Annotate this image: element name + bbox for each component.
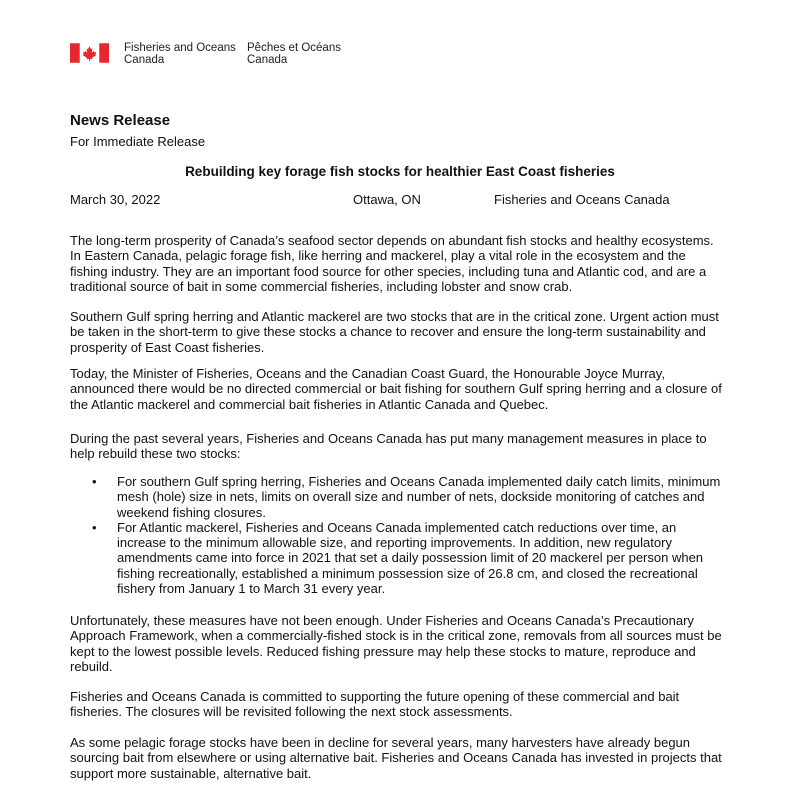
text-line: the Atlantic mackerel and commercial bait fisheries in Atlantic Canada and Quebec.	[70, 396, 549, 412]
list-item	[92, 520, 720, 596]
text-line: Today, the Minister of Fisheries, Oceans and the Canadian Coast Guard, the Honourable Joyce Murray,	[70, 366, 665, 381]
text-line: fishery from January 1 to March 31 every year.	[117, 581, 386, 597]
text-line: Approach Framework, when a commercially-fished stock is in the critical zone, removals from all sources must be	[70, 628, 722, 644]
text-line: mesh (hole) size in nets, limits on overall size and number of nets, dockside monitoring of catches and	[117, 489, 705, 505]
canada-flag-logo	[70, 43, 109, 63]
org-fr-line: Canada	[247, 54, 288, 66]
text-line: fishing recreationally, established a minimum possession size of 26.8 cm, and closed the recreational	[117, 565, 698, 581]
release-date: March 30, 2022	[70, 192, 161, 207]
text-line: increase to the minimum allowable size, and reporting improvements. In addition, new regulatory	[117, 535, 672, 551]
text-line: announced there would be no directed commercial or bait fishing for southern Gulf spring herring and a closure of	[70, 381, 722, 397]
text-line: be taken in the short-term to give these stocks a chance to recover and ensure the long-term sustainability and	[70, 324, 706, 340]
text-line: sourcing bait from elsewhere or using alternative bait. Fisheries and Oceans Canada has invested in projects that	[70, 750, 722, 766]
text-line: In Eastern Canada, pelagic forage fish, like herring and mackerel, play a vital role in the ecosystem and the	[70, 248, 686, 264]
text-line: Unfortunately, these measures have not been enough. Under Fisheries and Oceans Canada’s Precautionary	[70, 613, 694, 628]
paragraph	[70, 689, 679, 720]
text-line: Fisheries and Oceans Canada is committed to supporting the future opening of these commercial and bait	[70, 689, 680, 704]
org-name-fr	[247, 42, 341, 66]
text-line: kept to the lowest possible levels. Reduced fishing pressure may help these stocks to mature, reproduce and	[70, 643, 696, 659]
text-line: prosperity of East Coast fisheries.	[70, 339, 265, 355]
bullet-icon: •	[92, 519, 97, 535]
paragraph	[70, 613, 722, 674]
paragraph	[70, 366, 722, 412]
text-line: weekend fishing closures.	[117, 504, 266, 520]
text-line: fishing industry. They are an important food source for other species, including tuna and Atlantic cod, and are a	[70, 263, 707, 279]
release-type: News Release	[70, 112, 171, 129]
release-title: Rebuilding key forage fish stocks for healthier East Coast fisheries	[185, 164, 615, 179]
text-line: For Atlantic mackerel, Fisheries and Oceans Canada implemented catch reductions over time, an	[117, 519, 677, 535]
org-en-line: Canada	[124, 54, 165, 66]
text-line: For southern Gulf spring herring, Fisheries and Oceans Canada implemented daily catch limits, minimum	[117, 474, 721, 489]
paragraph	[70, 233, 714, 294]
text-line: help rebuild these two stocks:	[70, 446, 241, 462]
text-line: The long-term prosperity of Canada’s seafood sector depends on abundant fish stocks and healthy ecosystems.	[70, 233, 714, 248]
text-line: traditional source of bait in some commercial fisheries, including lobster and snow crab.	[70, 278, 573, 294]
paragraph	[70, 735, 722, 781]
org-fr-line: Pêches et Océans	[247, 42, 341, 54]
text-line: fisheries. The closures will be revisited following the next stock assessments.	[70, 704, 513, 720]
paragraph	[70, 309, 719, 355]
org-en-line: Fisheries and Oceans	[124, 42, 236, 54]
release-subtype: For Immediate Release	[70, 134, 206, 149]
org-name-en	[124, 42, 236, 66]
text-line: As some pelagic forage stocks have been in decline for several years, many harvesters have already begun	[70, 735, 691, 750]
release-source: Fisheries and Oceans Canada	[494, 192, 670, 207]
bullet-list	[92, 474, 720, 596]
list-item	[92, 474, 720, 520]
paragraph	[70, 431, 707, 462]
text-line: amendments came into force in 2021 that set a daily possession limit of 20 mackerel per person when	[117, 550, 704, 566]
text-line: During the past several years, Fisheries and Oceans Canada has put many management measures in place to	[70, 431, 707, 446]
text-line: support more sustainable, alternative bait.	[70, 765, 312, 781]
bullet-icon: •	[92, 474, 97, 489]
text-line: Southern Gulf spring herring and Atlantic mackerel are two stocks that are in the critical zone. Urgent action must	[70, 309, 719, 324]
release-location: Ottawa, ON	[353, 192, 421, 207]
text-line: rebuild.	[70, 658, 113, 674]
